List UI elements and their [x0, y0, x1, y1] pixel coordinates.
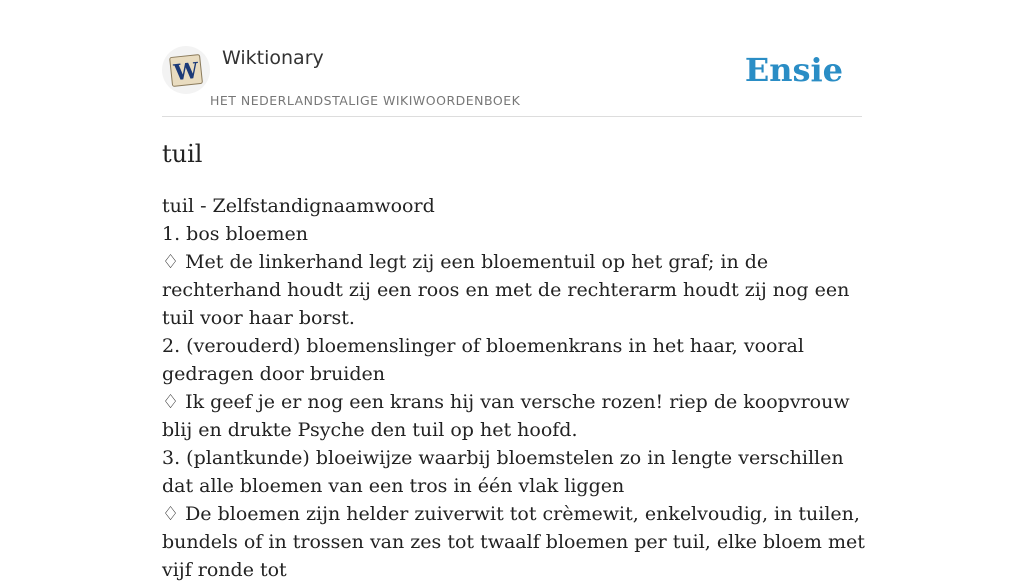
logo-tile-graphic	[168, 52, 204, 88]
entry-content	[162, 192, 867, 584]
page-title: tuil	[162, 140, 203, 168]
definition-2: 2. (verouderd) bloemenslinger of bloemenkrans in het haar, vooral gedragen door bruiden	[162, 335, 804, 385]
ensie-brand-link[interactable]: Ensie	[744, 51, 843, 89]
definition-1: 1. bos bloemen	[162, 223, 308, 245]
site-subtitle: HET NEDERLANDSTALIGE WIKIWOORDENBOEK	[210, 93, 521, 108]
logo-letter: W	[172, 57, 200, 87]
site-name[interactable]: Wiktionary	[222, 47, 324, 69]
wiktionary-logo-icon[interactable]	[162, 46, 210, 94]
definition-3: 3. (plantkunde) bloeiwijze waarbij bloemstelen zo in lengte verschillen dat alle bloemen van een tros in één vlak liggen	[162, 447, 844, 497]
example-1: ♢ Met de linkerhand legt zij een bloementuil op het graf; in de rechterhand houdt zij een roos en met de rechterarm houdt zij nog een tuil voor haar borst.	[162, 251, 850, 329]
site-header	[162, 40, 862, 117]
example-3: ♢ De bloemen zijn helder zuiverwit tot crèmewit, enkelvoudig, in tuilen, bundels of in trossen van zes tot twaalf bloemen per tuil, elke bloem met vijf ronde tot	[162, 503, 865, 581]
entry-heading: tuil - Zelfstandignaamwoord	[162, 195, 435, 217]
example-2: ♢ Ik geef je er nog een krans hij van versche rozen! riep de koopvrouw blij en drukte Psyche den tuil op het hoofd.	[162, 391, 850, 441]
